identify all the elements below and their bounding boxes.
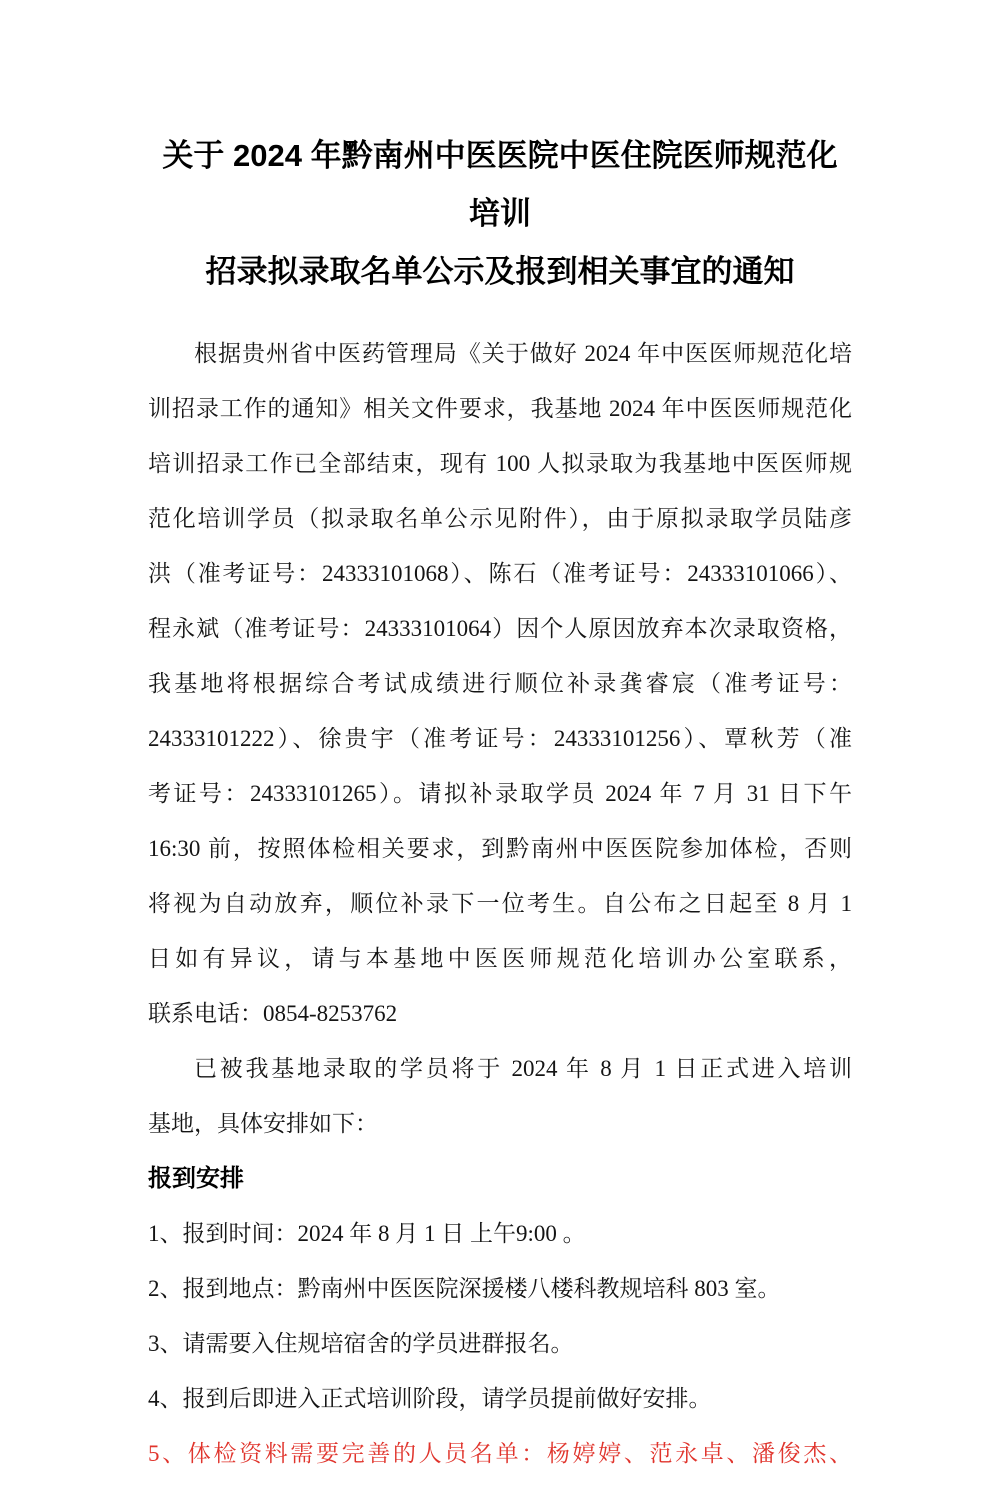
section-heading-registration: 报到安排 — [148, 1165, 244, 1192]
title-line-1: 关于 2024 年黔南州中医医院中医住院医师规范化培训 — [162, 138, 838, 231]
body-line: 将视为自动放弃，顺位补录下一位考生。自公布之日起至 8 月 1 — [148, 891, 852, 916]
body-line: 已被我基地录取的学员将于 2024 年 8 月 1 日正式进入培训 — [194, 1056, 852, 1081]
body-line: 洪（准考证号：24333101068）、陈石（准考证号：24333101066）、 — [148, 561, 852, 586]
registration-items — [148, 1206, 852, 1481]
body-line: 24333101222）、徐贵宇（准考证号：24333101256）、覃秋芳（准 — [148, 726, 852, 751]
item-training-start: 4、报到后即进入正式培训阶段，请学员提前做好安排。 — [148, 1386, 712, 1411]
body-line: 训招录工作的通知》相关文件要求，我基地 2024 年中医医师规范化 — [148, 396, 852, 421]
item-report-location: 2、报到地点：黔南州中医医院深援楼八楼科教规培科 803 室。 — [148, 1276, 781, 1301]
body-line: 范化培训学员（拟录取名单公示见附件），由于原拟录取学员陆彦 — [148, 506, 852, 531]
item-dormitory: 3、请需要入住规培宿舍的学员进群报名。 — [148, 1331, 574, 1356]
contact-phone-line: 联系电话：0854-8253762 — [148, 1001, 398, 1026]
body-line: 培训招录工作已全部结束，现有 100 人拟录取为我基地中医医师规 — [148, 451, 852, 476]
body-line: 程永斌（准考证号：24333101064）因个人原因放弃本次录取资格， — [148, 616, 852, 641]
document-content — [148, 127, 852, 1481]
body-line: 我基地将根据综合考试成绩进行顺位补录龚睿宸（准考证号： — [148, 671, 852, 696]
title-line-2: 招录拟录取名单公示及报到相关事宜的通知 — [205, 254, 795, 289]
paragraph-recruitment-result — [148, 326, 852, 1041]
document-title — [148, 127, 852, 301]
body-line: 基地，具体安排如下： — [148, 1111, 378, 1136]
item-incomplete-medical-list: 5、体检资料需要完善的人员名单：杨婷婷、范永卓、潘俊杰、 — [148, 1441, 852, 1466]
paragraph-enrollment-date — [148, 1041, 852, 1151]
body-line: 16:30 前，按照体检相关要求，到黔南州中医医院参加体检，否则 — [148, 836, 852, 861]
body-line: 考证号：24333101265）。请拟补录取学员 2024 年 7 月 31 日下午 — [148, 781, 852, 806]
body-line: 日如有异议，请与本基地中医医师规范化培训办公室联系， — [148, 946, 852, 971]
item-report-time: 1、报到时间：2024 年 8 月 1 日 上午9:00 。 — [148, 1221, 586, 1246]
body-line: 根据贵州省中医药管理局《关于做好 2024 年中医医师规范化培 — [194, 341, 852, 366]
